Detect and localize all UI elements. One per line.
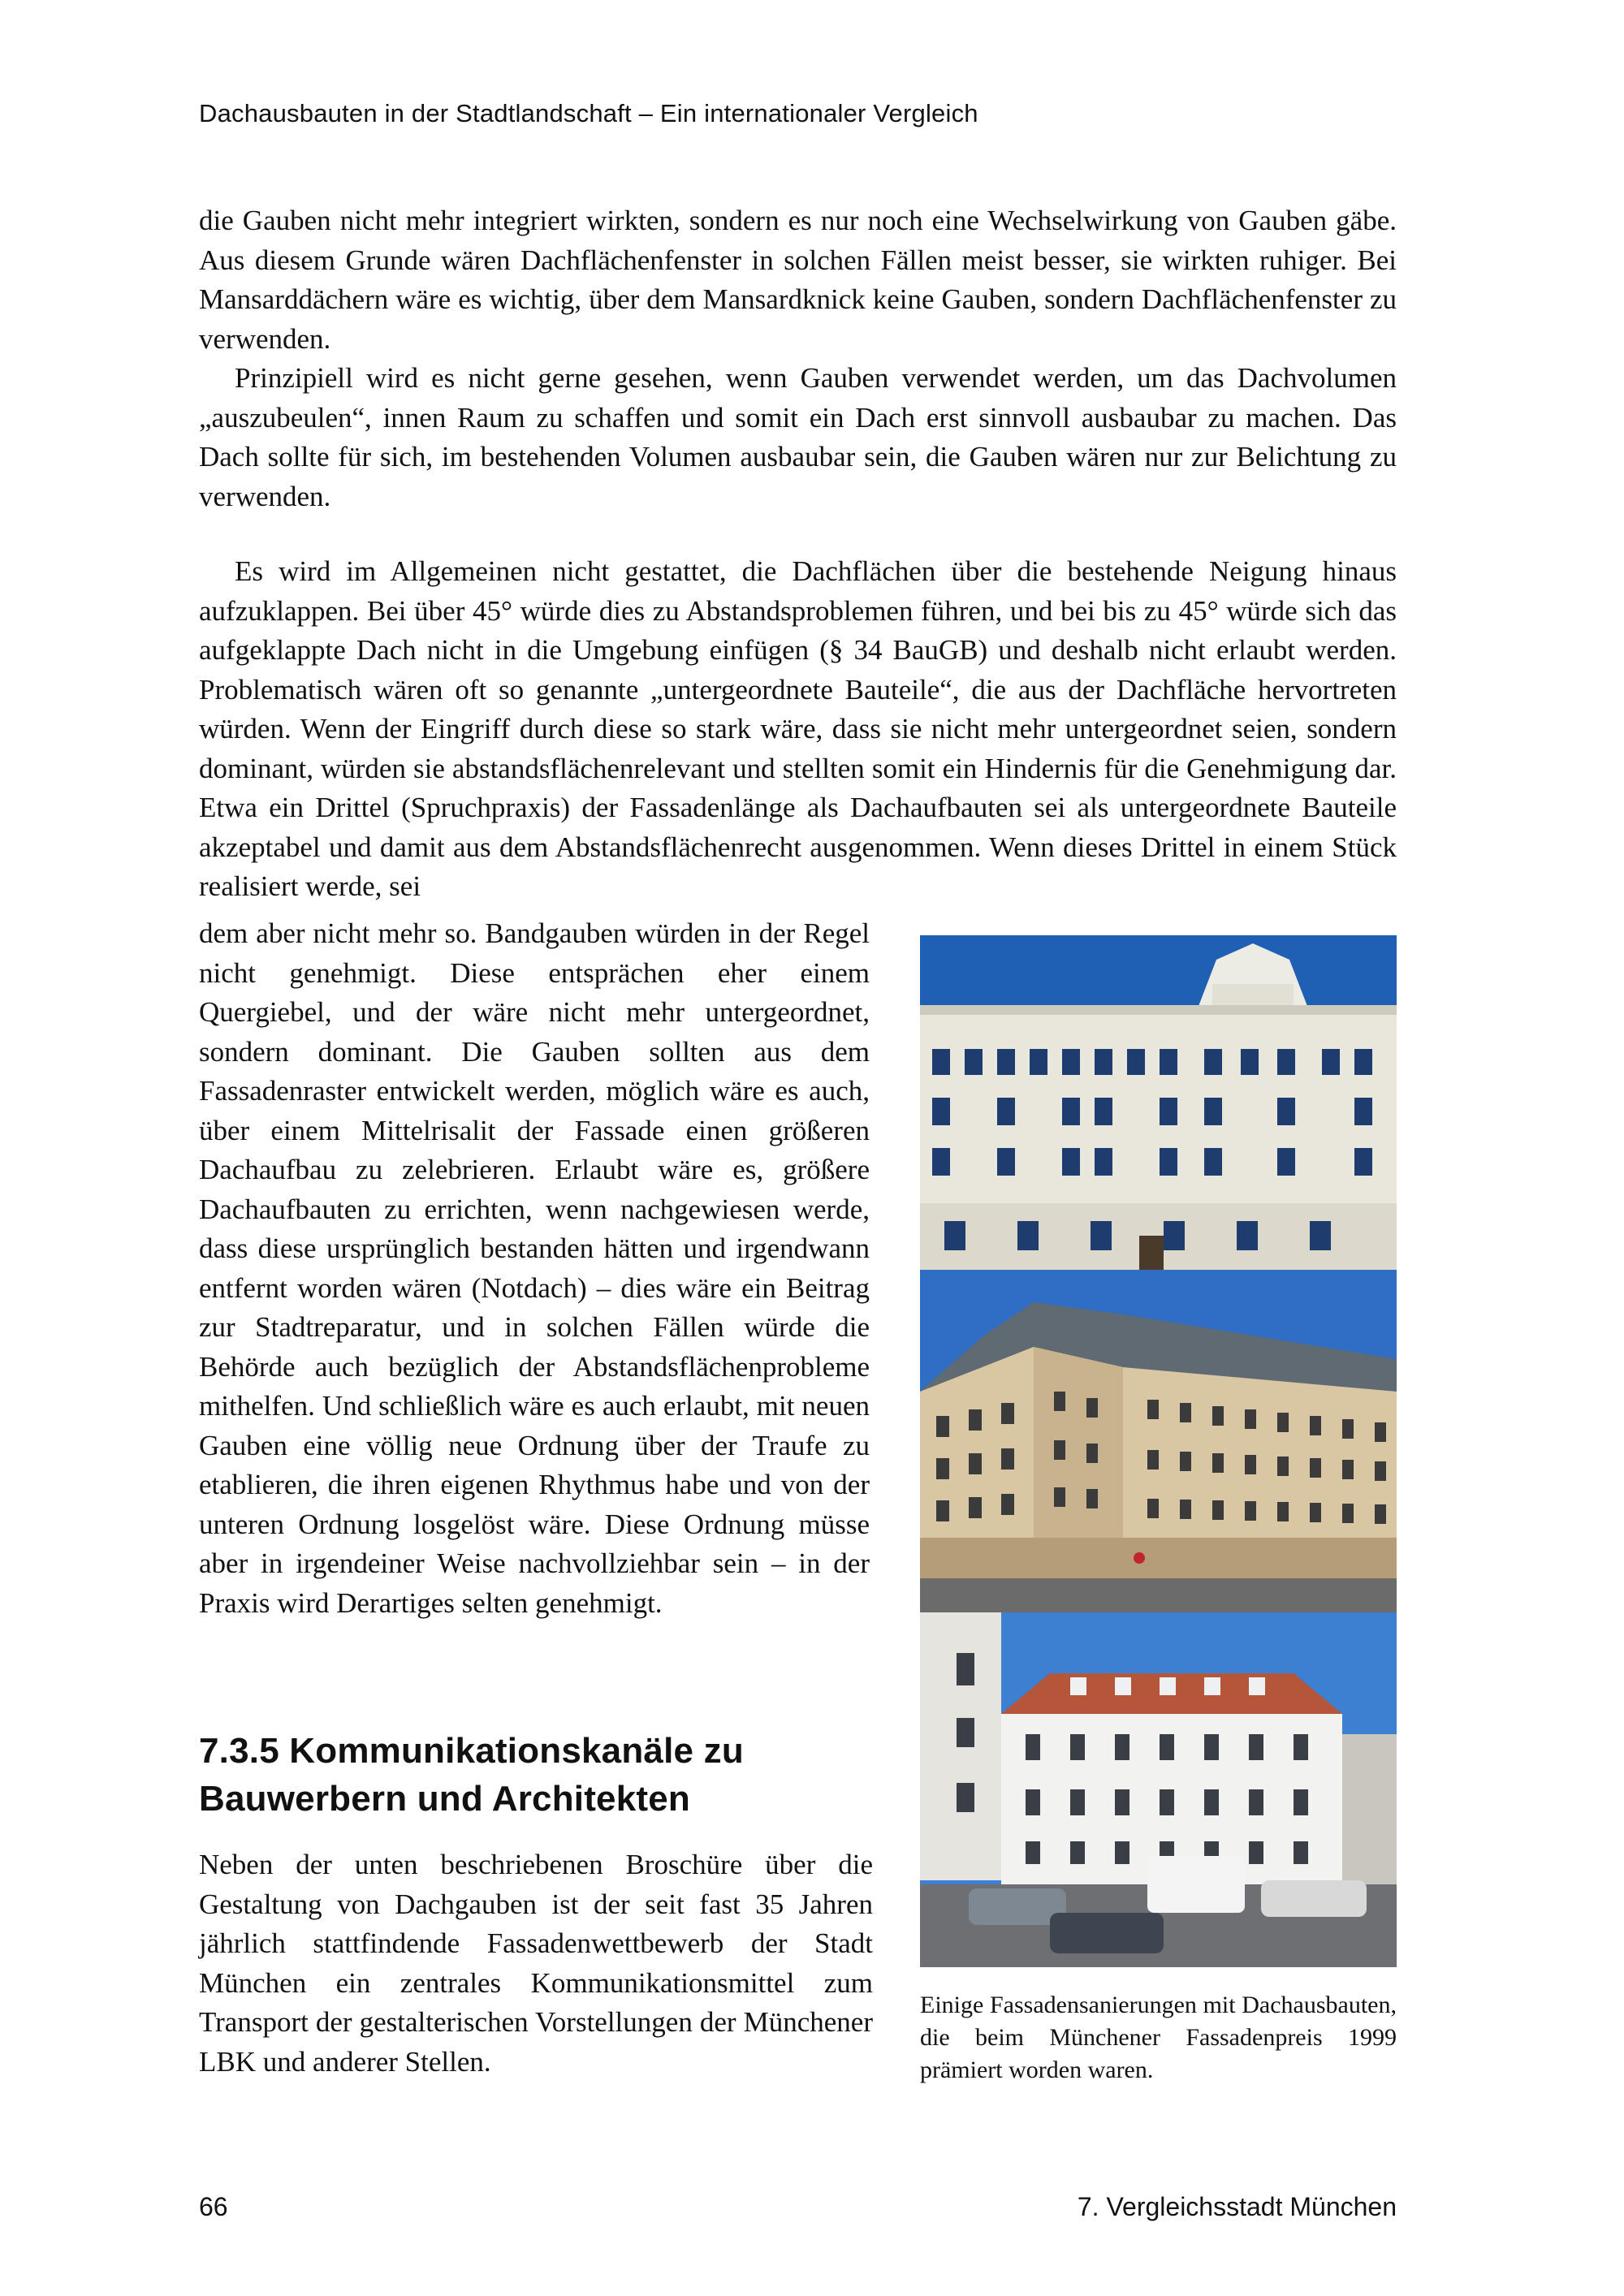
- paragraph-allgemeinen: Es wird im Allgemeinen nicht gestattet, die Dachflächen über die bestehende Neigung hinaus aufzuklappen. Bei über 45° würde dies zu Abstandsproblemen führen, und bei bis zu 45° würde sich das aufgeklappte Dach nicht in die Umgebung einfügen (§ 34 BauGB) und deshalb nicht erlaubt werden. Problematisch wären oft so genannte „untergeordnete Bauteile“, die aus der Dachfläche hervortreten würden. Wenn der Eingriff durch diese so stark wäre, dass sie nicht mehr untergeordnet seien, sondern dominant, würden sie abstandsflächenrelevant und stellten somit ein Hindernis für die Genehmigung dar. Etwa ein Drittel (Spruchpraxis) der Fassadenlänge als Dachaufbauten sei als untergeordnete Bauteile akzeptabel und damit aus dem Abstandsflächenrecht ausgenommen. Wenn dieses Drittel in einem Stück realisiert werde, sei: [199, 555, 1397, 902]
- body-text-block-1: [199, 201, 1397, 516]
- paragraph-gauben-continuation: die Gauben nicht mehr integriert wirkten, sondern es nur noch eine Wechselwirkung von Gauben gäbe. Aus diesem Grunde wären Dachflächenfenster in solchen Fällen meist besser, sie wirkten ruhiger. Bei Mansarddächern wäre es wichtig, über dem Mansardknick keine Gauben, sondern Dachflächenfenster zu verwenden.: [199, 205, 1397, 355]
- paragraph-allgemeinen-continuation: dem aber nicht mehr so. Bandgauben würden in der Regel nicht genehmigt. Diese entsprächen eher einem Quergiebel, und der wäre nicht mehr untergeordnet, sondern dominant. Die Gauben sollten aus dem Fassadenraster entwickelt werden, möglich wäre es auch, über einem Mittelrisalit der Fassade einen größeren Dachaufbau zu zelebrieren. Erlaubt wäre es, größere Dachaufbauten zu errichten, wenn nachgewiesen werde, dass diese ursprünglich bestanden hätten und irgendwann entfernt worden wären (Notdach) – dies wäre ein Beitrag zur Stadtreparatur, und in solchen Fällen würde die Behörde auch bezüglich der Abstandsflächenprobleme mithelfen. Und schließlich wäre es auch erlaubt, mit neuen Gauben eine völlig neue Ordnung über der Traufe zu etablieren, die ihren eigenen Rhythmus habe und von der unteren Ordnung losgelöst wäre. Diese Ordnung müsse aber in irgendeiner Weise nachvollziehbar sein – in der Praxis wird Derartiges selten genehmigt.: [199, 917, 870, 1619]
- section-body-text: [199, 1845, 873, 2082]
- paragraph-prinzipiell: Prinzipiell wird es nicht gerne gesehen, wenn Gauben verwendet werden, um das Dachvolumen „auszubeulen“, innen Raum zu schaffen und somit ein Dach erst sinnvoll ausbaubar zu machen. Das Dach sollte für sich, im bestehenden Volumen ausbaubar sein, die Gauben wären nur zur Belichtung zu verwenden.: [199, 362, 1397, 512]
- figure-caption: Einige Fassadensanierungen mit Dachausbauten, die beim Münchener Fassadenpreis 1999 prämiert worden waren.: [920, 1992, 1397, 2083]
- facade-photo-1: [920, 935, 1397, 1270]
- section-heading: 7.3.5 Kommunikationskanäle zu Bauwerbern und Architekten: [199, 1731, 744, 1819]
- facade-photo-3: [920, 1612, 1397, 1967]
- chapter-label: 7. Vergleichsstadt München: [1077, 2192, 1397, 2221]
- page-number: 66: [199, 2192, 228, 2221]
- facade-photo-2: [920, 1270, 1397, 1612]
- body-text-block-2: [199, 552, 1397, 907]
- running-header: Dachausbauten in der Stadtlandschaft – Ein internationaler Vergleich: [199, 99, 978, 127]
- paragraph-kommunikation: Neben der unten beschriebenen Broschüre über die Gestaltung von Dachgauben ist der seit fast 35 Jahren jährlich stattfindende Fassadenwettbewerb der Stadt München ein zentrales Kommunikationsmittel zum Transport der gestalterischen Vorstellungen der Münchener LBK und anderer Stellen.: [199, 1849, 873, 2078]
- body-text-wrapped-column: [199, 914, 870, 1623]
